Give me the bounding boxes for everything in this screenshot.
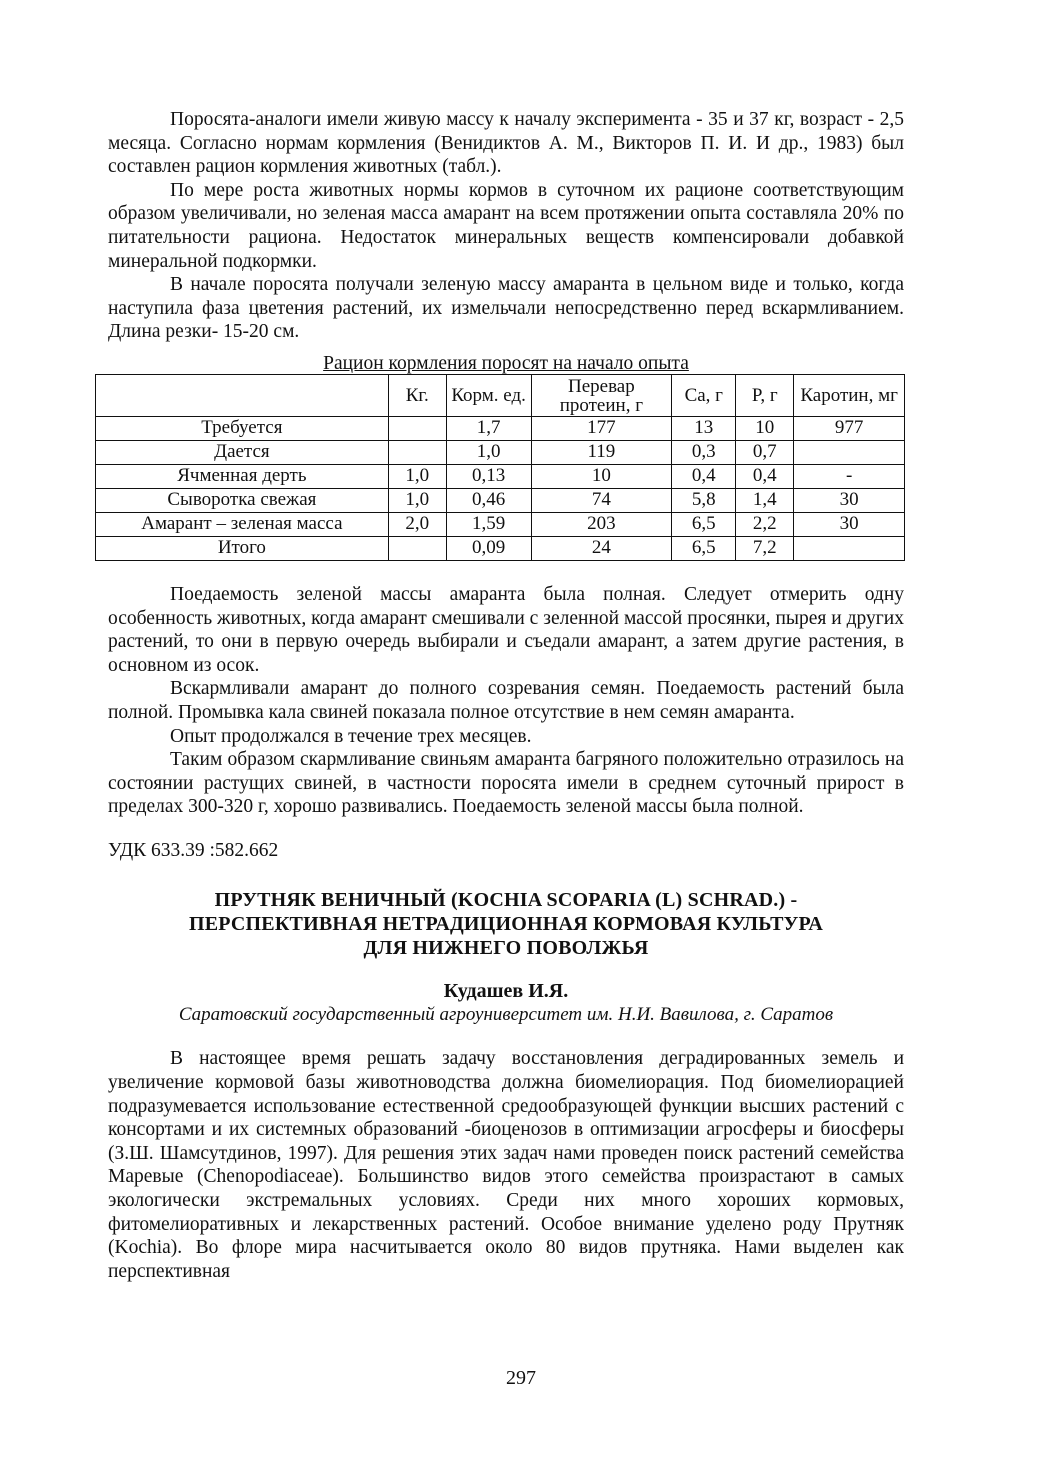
table-cell: 1,7 [446, 416, 531, 440]
table-header-cell: Кг. [388, 374, 446, 416]
table-cell: Амарант – зеленая масса [96, 512, 389, 536]
table-cell: 1,0 [388, 488, 446, 512]
table-row [96, 536, 905, 560]
udk-code: УДК 633.39 :582.662 [108, 839, 279, 861]
table-cell: 6,5 [672, 536, 736, 560]
table-cell [388, 440, 446, 464]
table-cell: 24 [531, 536, 672, 560]
paragraph-piglets: Поросята-аналоги имели живую массу к началу эксперимента - 35 и 37 кг, возраст - 2,5 месяца. Согласно нормам кормления (Венидиктов А. М., Викторов П. И. И др., 1983) был составлен рацион кормления животных (табл.). [108, 109, 904, 178]
table-cell: 0,3 [672, 440, 736, 464]
table-cell: 10 [736, 416, 794, 440]
table-cell: 203 [531, 512, 672, 536]
table-cell: 1,4 [736, 488, 794, 512]
table-cell: 10 [531, 464, 672, 488]
page-number: 297 [506, 1367, 536, 1389]
table-header-cell: Перевар протеин, г [531, 374, 672, 416]
table-cell: 0,09 [446, 536, 531, 560]
spacer [108, 561, 904, 583]
table-header-cell: Каротин, мг [794, 374, 905, 416]
table-header-cell: P, г [736, 374, 794, 416]
table-cell: 1,0 [388, 464, 446, 488]
table-row [96, 512, 905, 536]
table-cell: 119 [531, 440, 672, 464]
article-title-line: ПЕРСПЕКТИВНАЯ НЕТРАДИЦИОННАЯ КОРМОВАЯ КУЛЬТУРА [188, 913, 824, 936]
table-cell: Дается [96, 440, 389, 464]
table-cell: 0,4 [736, 464, 794, 488]
article-affiliation: Саратовский государственный агроуниверситет им. Н.И. Вавилова, г. Саратов [178, 1004, 834, 1026]
table-header-cell [96, 374, 389, 416]
table-row [96, 488, 905, 512]
article-title-line: ДЛЯ НИЖНЕГО ПОВОЛЖЬЯ [363, 937, 649, 960]
table-cell: 0,7 [736, 440, 794, 464]
table-title: Рацион кормления поросят на начало опыта [323, 352, 689, 374]
table-cell: 30 [794, 512, 905, 536]
paragraph-seeds: Вскармливали амарант до полного созревания семян. Поедаемость растений была полной. Промывка кала свиней показала полное отсутствие в нем семян амаранта. [108, 678, 904, 723]
table-cell: 2,0 [388, 512, 446, 536]
paragraph-cutting: В начале поросята получали зеленую массу амаранта в цельном виде и только, когда наступила фаза цветения растений, их измельчали непосредственно перед вскармливанием. Длина резки- 15-20 см. [108, 274, 904, 343]
paragraph-conclusion: Таким образом скармливание свиньям амаранта багряного положительно отразилось на состоянии растущих свиней, в частности поросята имели в среднем суточный прирост в пределах 300-320 г, хорошо развивались. Поедаемость зеленой массы была полной. [108, 749, 904, 818]
table-header-row [96, 374, 905, 416]
table-cell: 1,0 [446, 440, 531, 464]
table-cell: 0,13 [446, 464, 531, 488]
table-cell: 2,2 [736, 512, 794, 536]
table-cell: 74 [531, 488, 672, 512]
table-cell: 30 [794, 488, 905, 512]
table-cell: 6,5 [672, 512, 736, 536]
table-header-cell: Ca, г [672, 374, 736, 416]
ration-table [95, 374, 905, 561]
article-title-line: ПРУТНЯК ВЕНИЧНЫЙ (KOCHIA SCOPARIA (L) SCHRAD.) - [214, 889, 798, 912]
table-cell: Итого [96, 536, 389, 560]
table-cell: 5,8 [672, 488, 736, 512]
table-cell: 0,4 [672, 464, 736, 488]
table-cell: 13 [672, 416, 736, 440]
table-row [96, 440, 905, 464]
page-content [108, 108, 904, 1283]
paragraph-duration: Опыт продолжался в течение трех месяцев. [170, 725, 532, 747]
table-row [96, 464, 905, 488]
table-cell: Требуется [96, 416, 389, 440]
paragraph-eatability: Поедаемость зеленой массы амаранта была полная. Следует отмерить одну особенность животных, когда амарант смешивали с зеленной массой просянки, пырея и других растений, то они в первую очередь выбирали и съедали амарант, а затем другие растения, в основном из осок. [108, 583, 904, 676]
table-cell: - [794, 464, 905, 488]
table-cell [794, 440, 905, 464]
article-title [108, 888, 904, 960]
table-cell [388, 416, 446, 440]
table-cell: 7,2 [736, 536, 794, 560]
table-cell: Сыворотка свежая [96, 488, 389, 512]
paragraph-feed-norms: По мере роста животных нормы кормов в суточном их рационе соответствующим образом увеличивали, но зеленая масса амарант на всем протяжении опыта составляла 20% по питательности рациона. Недостаток минеральных веществ компенсировали добавкой минеральной подкормки. [108, 179, 904, 272]
table-cell [794, 536, 905, 560]
article-author: Кудашев И.Я. [443, 980, 569, 1003]
table-cell [388, 536, 446, 560]
table-cell: 1,59 [446, 512, 531, 536]
table-header-cell: Корм. ед. [446, 374, 531, 416]
table-cell: Ячменная дерть [96, 464, 389, 488]
table-cell: 177 [531, 416, 672, 440]
table-cell: 977 [794, 416, 905, 440]
article-body: В настоящее время решать задачу восстановления деградированных земель и увеличение кормовой базы животноводства должна биомелиорация. Под биомелиорацией подразумевается использование естественной средообразующей функции высших растений с консортами и их системных образований -биоценозов в оптимизации агросферы и биосферы (З.Ш. Шамсутдинов, 1997). Для решения этих задач нами проведен поиск растений семейства Маревые (Chenopodiaceae). Большинство видов этого семейства произрастают в самых экологически экстремальных условиях. Среди них много хороших кормовых, фитомелиоративных и лекарственных растений. Особое внимание уделено роду Прутняк (Kochia). Во флоре мира насчитывается около 80 видов прутняка. Нами выделен как перспективная [108, 1048, 904, 1282]
table-cell: 0,46 [446, 488, 531, 512]
table-row [96, 416, 905, 440]
